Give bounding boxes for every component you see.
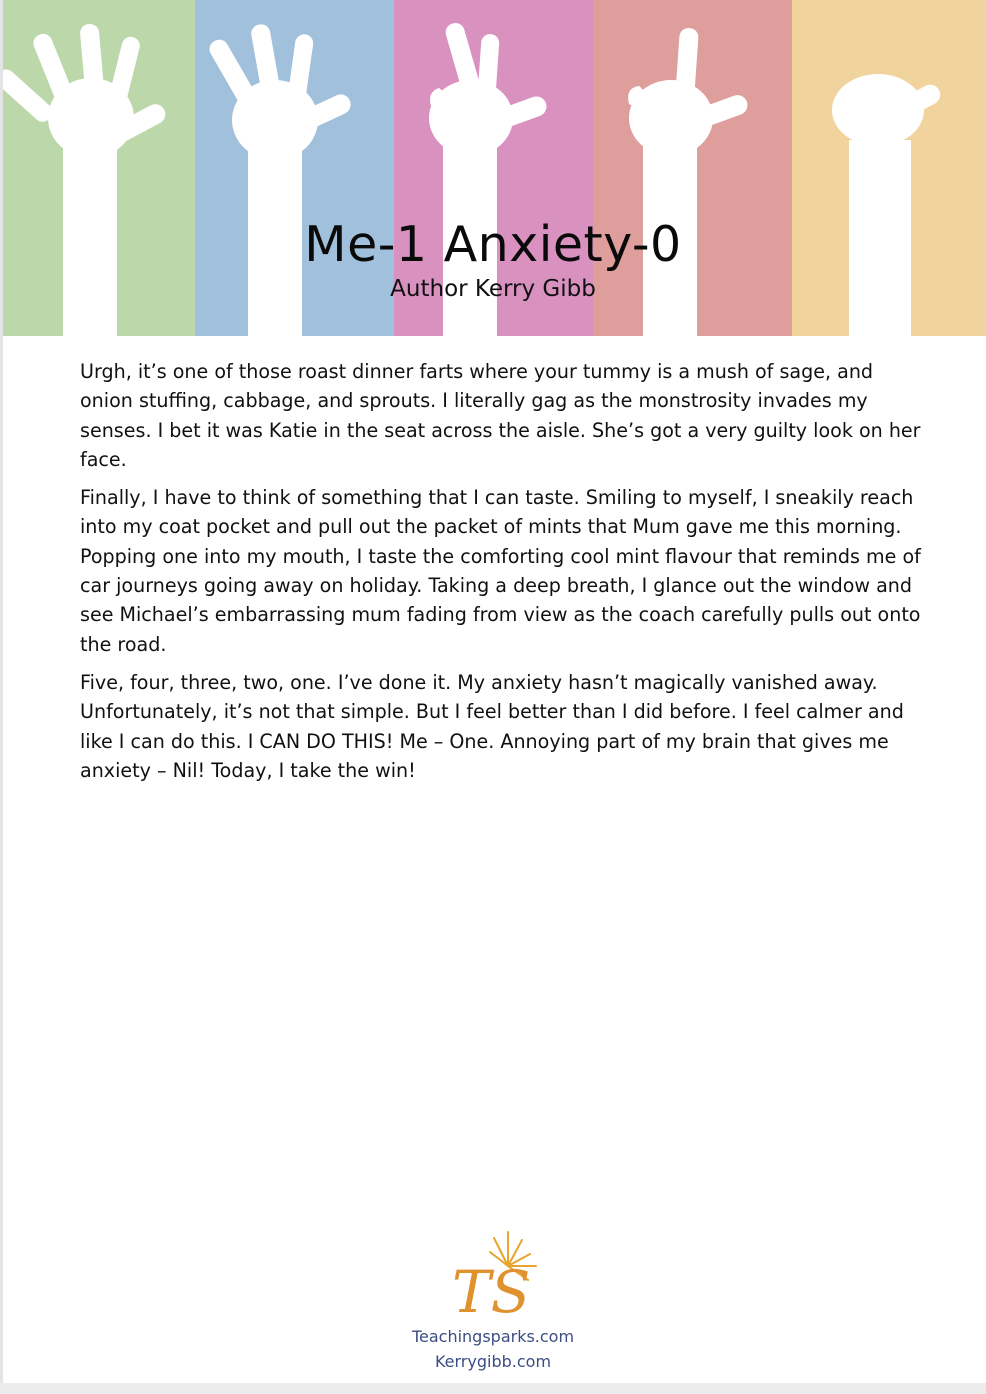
story-paragraph: Finally, I have to think of something that I can taste. Smiling to myself, I sneakily reach into my coat pocket and pull out the packet of mints that Mum gave me this morning. Popping one into my mouth, I taste the comforting cool mint flavour that reminds me of car journeys going away on holiday. Taking a deep breath, I glance out the window and see Michael’s embarrassing mum fading from view as the coach carefully pulls out onto the road. [80, 486, 921, 656]
story-paragraph: Urgh, it’s one of those roast dinner farts where your tummy is a mush of sage, and onion stuffing, cabbage, and sprouts. I literally gag as the monstrosity invades my senses. I bet it was Katie in the seat across the aisle. She’s got a very guilty look on her face. [80, 360, 921, 471]
footer [0, 1228, 986, 1374]
story-paragraph: Five, four, three, two, one. I’ve done it. My anxiety hasn’t magically vanished away. Unfortunately, it’s not that simple. But I feel better than I did before. I feel calmer and like I can do this. I CAN DO THIS! Me – One. Annoying part of my brain that gives me anxiety – Nil! Today, I take the win! [80, 670, 904, 782]
story-title: Me-1 Anxiety-0 [304, 216, 682, 273]
author-line: Author Kerry Gibb [390, 276, 596, 302]
kerrygibb-link[interactable]: Kerrygibb.com [434, 1352, 552, 1371]
story-body [80, 357, 930, 794]
teachingsparks-logo [438, 1228, 548, 1324]
teachingsparks-link[interactable]: Teachingsparks.com [411, 1327, 575, 1346]
title-block [0, 212, 986, 304]
logo-letters: TS [452, 1258, 531, 1324]
page-bottom-edge [0, 1383, 986, 1394]
